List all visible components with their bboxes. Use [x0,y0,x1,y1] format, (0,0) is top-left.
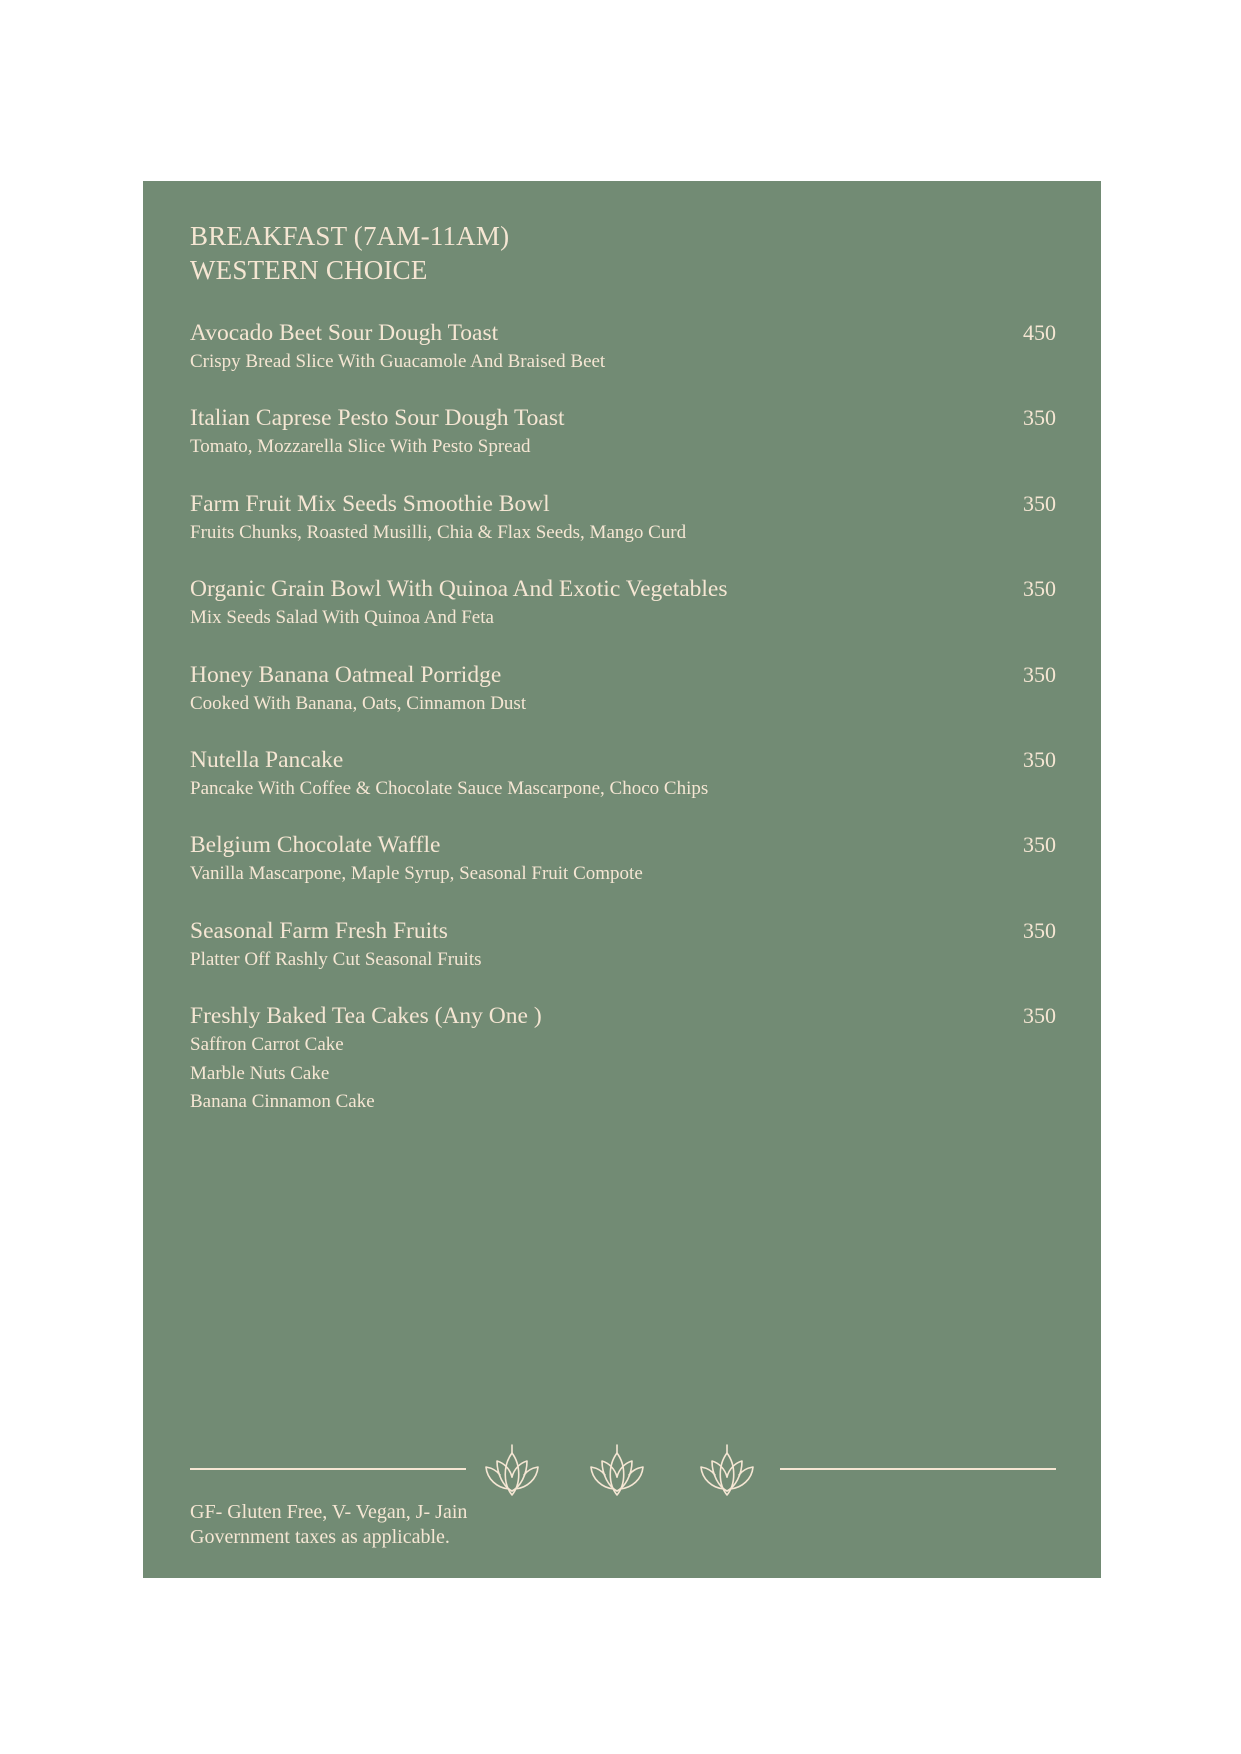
menu-title: BREAKFAST (7AM-11AM) [190,221,510,251]
menu-item-description: Crispy Bread Slice With Guacamole And Braised Beet [190,351,606,372]
menu-item [190,916,1056,1001]
menu-item [190,318,1056,403]
menu-item-price: 350 [1023,832,1056,858]
menu-item-name: Belgium Chocolate Waffle [190,832,441,859]
menu-item [190,1001,1056,1113]
menu-item [190,830,1056,915]
divider-line-right [780,1468,1056,1470]
menu-item [190,660,1056,745]
lotus-divider [190,1439,1056,1499]
menu-item [190,489,1056,574]
menu-items-list [190,318,1056,1113]
menu-item-description: Mix Seeds Salad With Quinoa And Feta [190,607,494,629]
menu-item-description: Marble Nuts Cake [190,1062,330,1084]
menu-item-price: 350 [1023,405,1056,431]
lotus-icon [697,1439,757,1497]
menu-item-price: 350 [1023,1003,1056,1029]
menu-item-description: Pancake With Coffee & Chocolate Sauce Mascarpone, Choco Chips [190,777,709,799]
menu-item-name: Nutella Pancake [190,746,344,773]
menu-item-name: Organic Grain Bowl With Quinoa And Exotic Vegetables [190,576,728,603]
lotus-icon [482,1439,542,1497]
lotus-icon [587,1439,647,1497]
menu-item-name: Seasonal Farm Fresh Fruits [190,917,448,944]
menu-item-name: Farm Fruit Mix Seeds Smoothie Bowl [190,490,550,517]
menu-item-price: 350 [1023,746,1056,772]
menu-item-name: Italian Caprese Pesto Sour Dough Toast [190,405,565,432]
menu-notes [190,1500,467,1550]
menu-item-price: 450 [1023,320,1056,345]
menu-panel [143,181,1101,1578]
menu-item-description: Fruits Chunks, Roasted Musilli, Chia & Flax Seeds, Mango Curd [190,521,687,543]
menu-item [190,745,1056,830]
menu-item-name: Honey Banana Oatmeal Porridge [190,661,502,688]
menu-item-price: 350 [1023,576,1056,602]
menu-item [190,403,1056,488]
menu-item-name: Avocado Beet Sour Dough Toast [190,320,499,346]
menu-item-description: Cooked With Banana, Oats, Cinnamon Dust [190,692,527,714]
menu-heading [190,219,509,287]
menu-item-description: Saffron Carrot Cake [190,1034,344,1056]
menu-item-price: 350 [1023,917,1056,943]
menu-item-description: Banana Cinnamon Cake [190,1091,375,1113]
menu-item-description: Platter Off Rashly Cut Seasonal Fruits [190,948,482,970]
menu-item-price: 350 [1023,490,1056,516]
menu-item-name: Freshly Baked Tea Cakes (Any One ) [190,1003,542,1030]
tax-note: Government taxes as applicable. [190,1526,450,1548]
divider-line-left [190,1468,466,1470]
menu-item-description: Vanilla Mascarpone, Maple Syrup, Seasonal Fruit Compote [190,863,643,885]
menu-item-price: 350 [1023,661,1056,687]
menu-subtitle: WESTERN CHOICE [190,255,428,285]
dietary-legend: GF- Gluten Free, V- Vegan, J- Jain [190,1501,468,1523]
menu-item-description: Tomato, Mozzarella Slice With Pesto Spread [190,436,531,458]
menu-item [190,574,1056,659]
